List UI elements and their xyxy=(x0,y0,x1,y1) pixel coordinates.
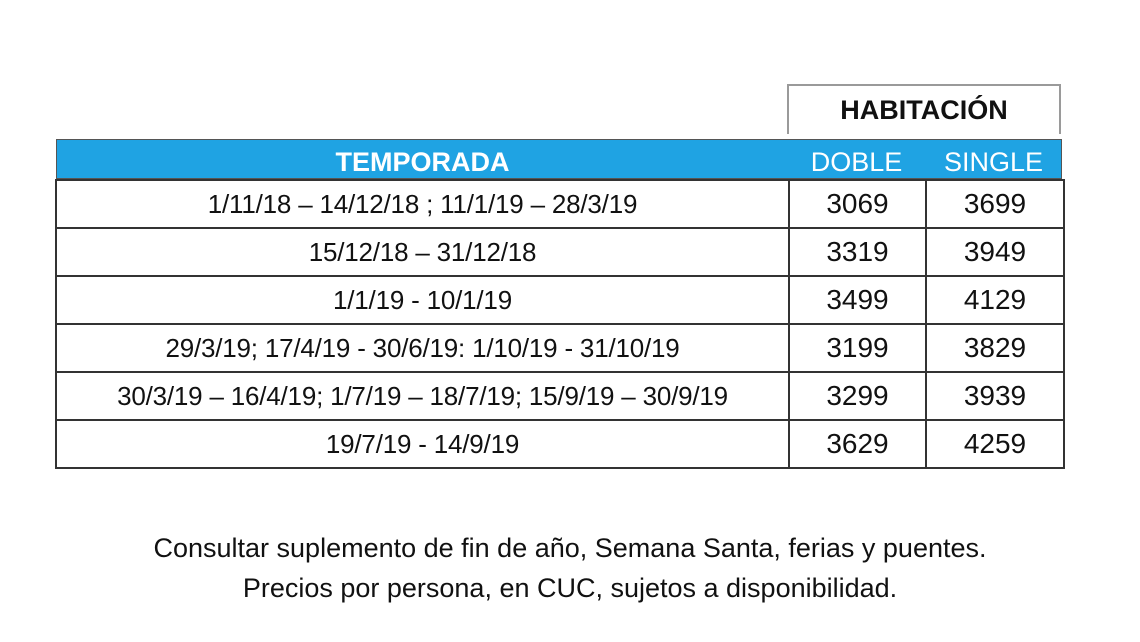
double-column-header: DOBLE xyxy=(810,147,903,177)
season-period-cell: 1/11/18 – 14/12/18 ; 11/1/19 – 28/3/19 xyxy=(56,180,789,228)
table-row xyxy=(56,420,1064,468)
table-row xyxy=(56,276,1064,324)
single-price-cell: 4259 xyxy=(926,420,1064,468)
supplement-note: Consultar suplemento de fin de año, Semana Santa, ferias y puentes. xyxy=(153,533,987,563)
room-group-header: HABITACIÓN xyxy=(787,84,1061,134)
double-price-cell: 3299 xyxy=(789,372,926,420)
price-table xyxy=(55,179,1065,469)
single-price-cell: 4129 xyxy=(926,276,1064,324)
table-row xyxy=(56,228,1064,276)
double-price-cell: 3199 xyxy=(789,324,926,372)
single-column-header: SINGLE xyxy=(943,147,1044,177)
season-period-cell: 19/7/19 - 14/9/19 xyxy=(56,420,789,468)
single-price-cell: 3699 xyxy=(926,180,1064,228)
season-period-cell: 15/12/18 – 31/12/18 xyxy=(56,228,789,276)
season-period-cell: 30/3/19 – 16/4/19; 1/7/19 – 18/7/19; 15/9/19 – 30/9/19 xyxy=(56,372,789,420)
table-row xyxy=(56,372,1064,420)
double-price-cell: 3499 xyxy=(789,276,926,324)
single-price-cell: 3949 xyxy=(926,228,1064,276)
table-row xyxy=(56,324,1064,372)
footnotes xyxy=(0,528,1140,608)
single-price-cell: 3829 xyxy=(926,324,1064,372)
table-row xyxy=(56,180,1064,228)
season-period-cell: 29/3/19; 17/4/19 - 30/6/19: 1/10/19 - 31/10/19 xyxy=(56,324,789,372)
single-price-cell: 3939 xyxy=(926,372,1064,420)
season-column-header: TEMPORADA xyxy=(335,147,510,177)
pricing-note: Precios por persona, en CUC, sujetos a disponibilidad. xyxy=(242,573,898,603)
season-period-cell: 1/1/19 - 10/1/19 xyxy=(56,276,789,324)
double-price-cell: 3319 xyxy=(789,228,926,276)
double-price-cell: 3629 xyxy=(789,420,926,468)
table-header-bar xyxy=(56,139,1062,179)
double-price-cell: 3069 xyxy=(789,180,926,228)
